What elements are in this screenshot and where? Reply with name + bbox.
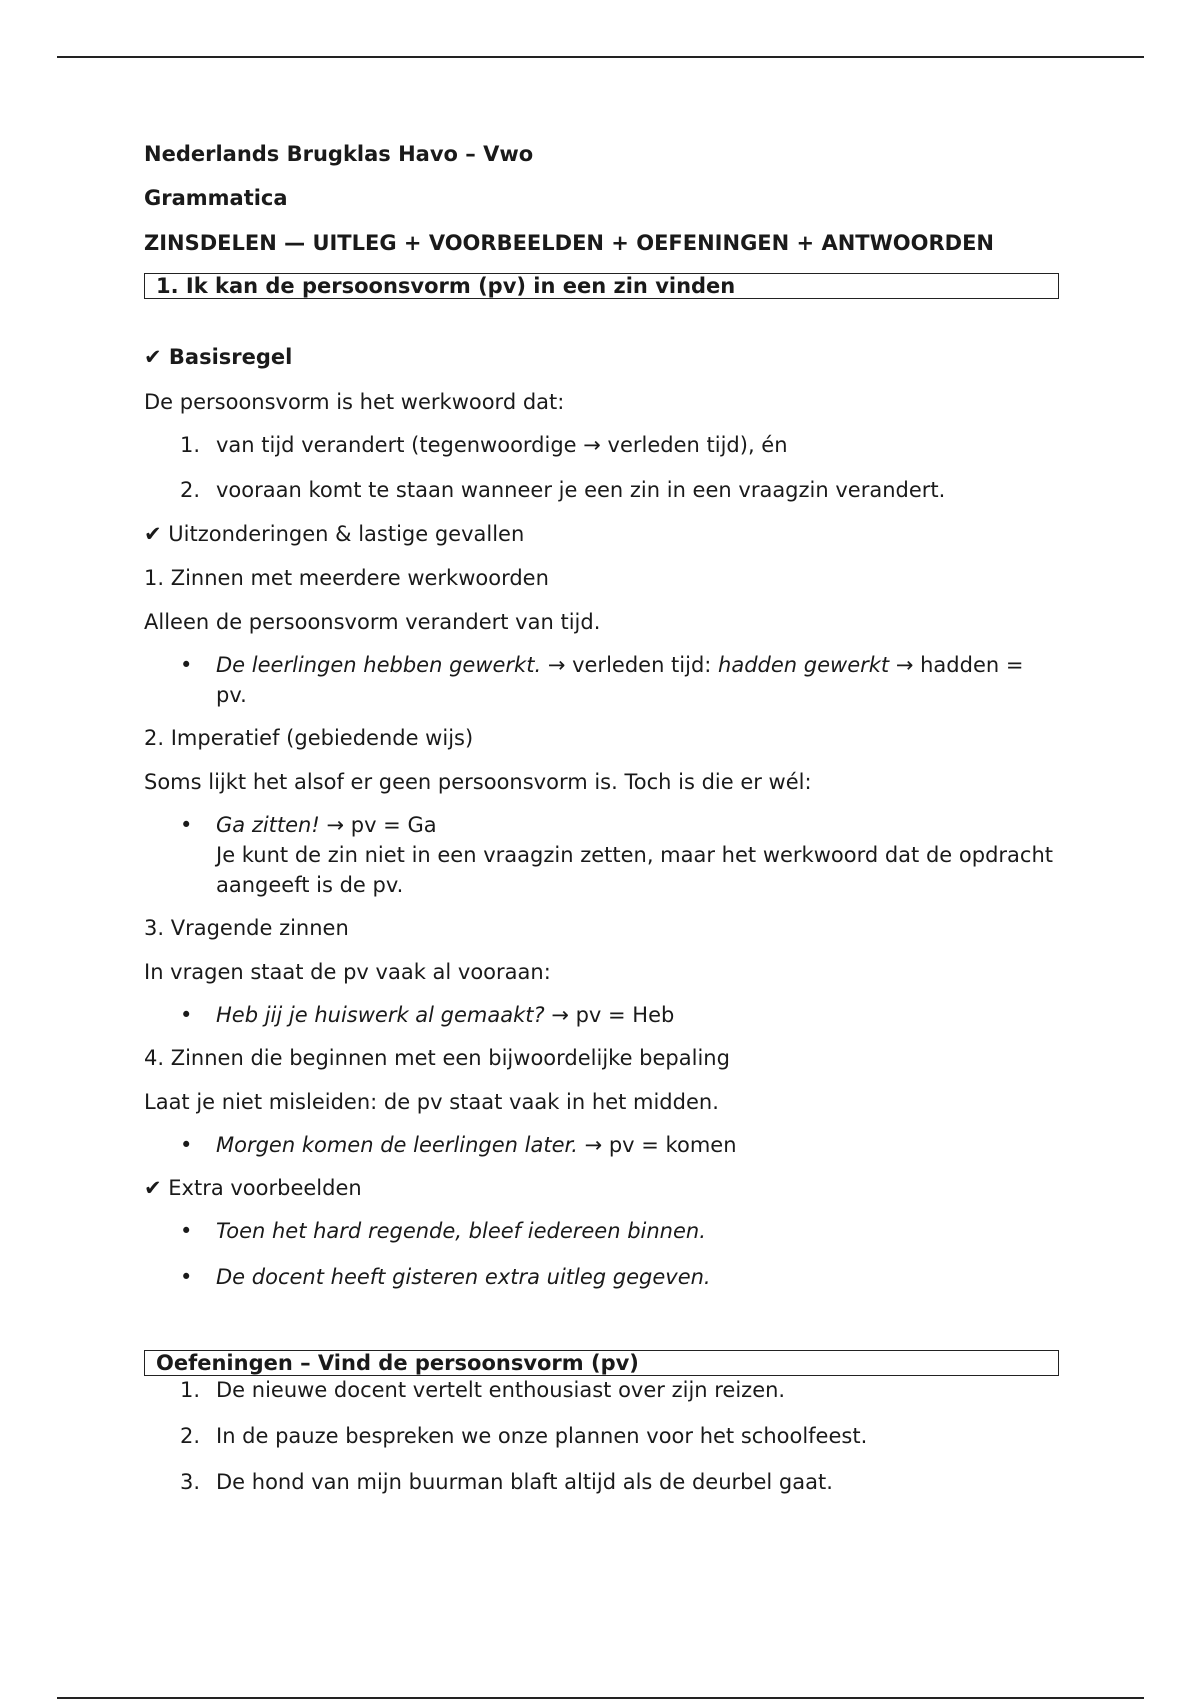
- case3-title: 3. Vragende zinnen: [144, 916, 349, 940]
- example-sentence: De leerlingen hebben gewerkt.: [216, 653, 542, 677]
- basisregel-heading: ✔ Basisregel: [144, 345, 293, 369]
- list-item: [144, 1262, 1059, 1292]
- list-item: [144, 1216, 1059, 1246]
- list-text: van tijd verandert (tegenwoordige → verleden tijd), én: [216, 433, 788, 457]
- case4-list: [144, 1130, 1059, 1160]
- list-item: [144, 1421, 1059, 1451]
- example-text: → verleden tijd:: [541, 653, 719, 677]
- list-text: De hond van mijn buurman blaft altijd als de deurbel gaat.: [216, 1470, 833, 1494]
- exceptions-heading: ✔ Uitzonderingen & lastige gevallen: [144, 522, 525, 546]
- list-item: [144, 1467, 1059, 1497]
- example-sentence: hadden gewerkt: [718, 653, 890, 677]
- example-explanation: Je kunt de zin niet in een vraagzin zetten, maar het werkwoord dat de opdracht aangeeft is de pv.: [216, 843, 1053, 897]
- list-item: [144, 430, 1059, 460]
- basisregel-list: [144, 430, 1059, 505]
- example-sentence: Toen het hard regende, bleef iedereen binnen.: [216, 1219, 706, 1243]
- list-text: vooraan komt te staan wanneer je een zin in een vraagzin verandert.: [216, 478, 946, 502]
- list-number: 2.: [180, 1424, 201, 1448]
- case3-list: [144, 1000, 1059, 1030]
- case2-intro: Soms lijkt het alsof er geen persoonsvorm is. Toch is die er wél:: [144, 770, 812, 794]
- list-item: [144, 1000, 1059, 1030]
- case4-intro: Laat je niet misleiden: de pv staat vaak in het midden.: [144, 1090, 719, 1114]
- list-number: 2.: [180, 478, 201, 502]
- basisregel-intro: De persoonsvorm is het werkwoord dat:: [144, 390, 565, 414]
- bullet: •: [180, 1219, 193, 1243]
- list-item: [144, 810, 1059, 900]
- list-text: De nieuwe docent vertelt enthousiast over zijn reizen.: [216, 1378, 786, 1402]
- list-item: [144, 475, 1059, 505]
- list-item: [144, 1375, 1059, 1405]
- document-title: ZINSDELEN — UITLEG + VOORBEELDEN + OEFENINGEN + ANTWOORDEN: [144, 231, 994, 255]
- list-number: 3.: [180, 1470, 201, 1494]
- section-heading-pv: 1. Ik kan de persoonsvorm (pv) in een zin vinden: [144, 273, 1059, 299]
- bullet: •: [180, 1133, 193, 1157]
- case1-intro: Alleen de persoonsvorm verandert van tijd.: [144, 610, 601, 634]
- course-title: Nederlands Brugklas Havo – Vwo: [144, 142, 534, 166]
- document-body: [144, 140, 1059, 1497]
- example-text: → hadden = pv.: [216, 653, 1024, 707]
- extra-list: [144, 1216, 1059, 1292]
- case1-title: 1. Zinnen met meerdere werkwoorden: [144, 566, 549, 590]
- exercises-heading: Oefeningen – Vind de persoonsvorm (pv): [144, 1350, 1059, 1376]
- list-item: [144, 650, 1059, 710]
- example-sentence: Heb jij je huiswerk al gemaakt?: [216, 1003, 545, 1027]
- top-rule: [57, 56, 1144, 58]
- bullet: •: [180, 653, 193, 677]
- case1-list: [144, 650, 1059, 710]
- example-sentence: Ga zitten!: [216, 813, 320, 837]
- example-text: → pv = Ga: [319, 813, 437, 837]
- example-sentence: De docent heeft gisteren extra uitleg gegeven.: [216, 1265, 711, 1289]
- subject-title: Grammatica: [144, 186, 288, 210]
- exercises-list: [144, 1375, 1059, 1497]
- example-text: → pv = komen: [577, 1133, 737, 1157]
- bullet: •: [180, 1003, 193, 1027]
- list-number: 1.: [180, 1378, 201, 1402]
- list-text: In de pauze bespreken we onze plannen voor het schoolfeest.: [216, 1424, 868, 1448]
- case2-list: [144, 810, 1059, 900]
- case3-intro: In vragen staat de pv vaak al vooraan:: [144, 960, 551, 984]
- extra-heading: ✔ Extra voorbeelden: [144, 1176, 362, 1200]
- list-item: [144, 1130, 1059, 1160]
- list-number: 1.: [180, 433, 201, 457]
- bullet: •: [180, 1265, 193, 1289]
- example-text: → pv = Heb: [544, 1003, 675, 1027]
- example-sentence: Morgen komen de leerlingen later.: [216, 1133, 578, 1157]
- case2-title: 2. Imperatief (gebiedende wijs): [144, 726, 474, 750]
- bottom-rule: [57, 1697, 1144, 1699]
- case4-title: 4. Zinnen die beginnen met een bijwoordelijke bepaling: [144, 1046, 730, 1070]
- bullet: •: [180, 813, 193, 837]
